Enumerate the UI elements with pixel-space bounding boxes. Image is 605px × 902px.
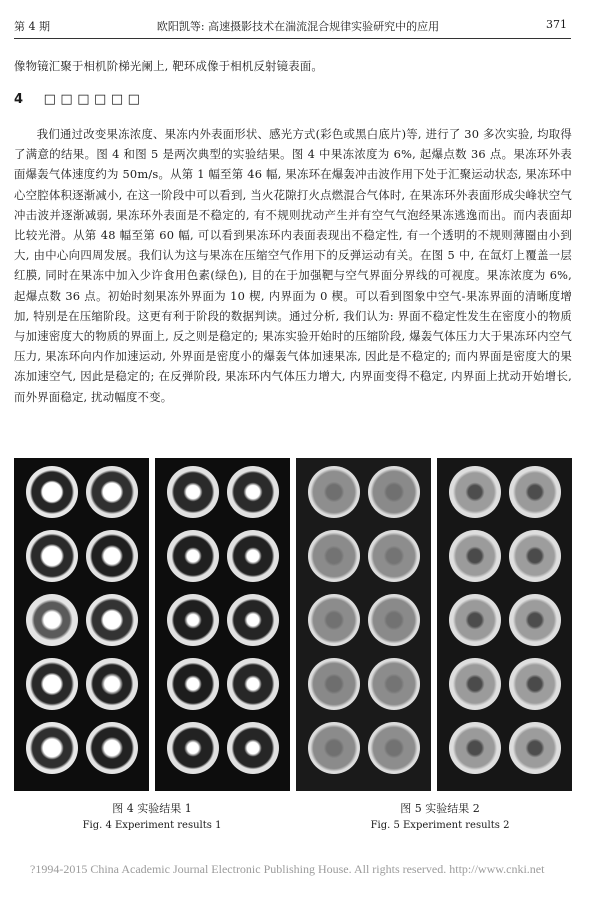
frame-image: [227, 530, 279, 582]
frame-image: [26, 722, 78, 774]
frame-image: [167, 658, 219, 710]
fig5-left-column: [296, 458, 431, 791]
frame-image: [26, 594, 78, 646]
frame-image: [86, 658, 138, 710]
intro-line: 像物镜汇聚于相机阶梯光阑上, 靶环成像于相机反射镜表面。: [14, 59, 323, 73]
page-number: 371: [545, 18, 567, 31]
section-number: 4: [14, 92, 24, 107]
frame-image: [449, 530, 501, 582]
fig4-left-column: [14, 458, 149, 791]
frame-image: [86, 594, 138, 646]
frame-image: [227, 722, 279, 774]
frame-image: [308, 722, 360, 774]
frame-image: [509, 722, 561, 774]
frame-image: [227, 466, 279, 518]
fig5-caption-cn: 图 5 实验结果 2: [400, 802, 480, 815]
frame-image: [26, 466, 78, 518]
frame-image: [368, 466, 420, 518]
fig5-right-column: [437, 458, 572, 791]
frame-image: [449, 594, 501, 646]
frame-image: [308, 530, 360, 582]
frame-image: [227, 594, 279, 646]
fig5-caption: [330, 800, 550, 831]
frame-image: [509, 594, 561, 646]
frame-image: [86, 722, 138, 774]
frame-image: [308, 466, 360, 518]
frame-image: [368, 658, 420, 710]
frame-image: [509, 658, 561, 710]
figure-area: [14, 458, 572, 791]
frame-image: [86, 466, 138, 518]
section-title-text: □ □ □ □ □ □: [43, 92, 140, 107]
frame-image: [227, 658, 279, 710]
fig5-caption-en: Fig. 5 Experiment results 2: [370, 820, 510, 831]
frame-image: [308, 658, 360, 710]
frame-image: [167, 594, 219, 646]
body-paragraph: 我们通过改变果冻浓度、果冻内外表面形状、感光方式(彩色或黑白底片)等, 进行了 30 多次实验, 均取得了满意的结果。图 4 和图 5 是两次典型的实验结果。图 4 中果冻浓度为 6%, 起爆点数 36 点。果冻环外表面爆轰气体速度约为 50m/s。从第 1 幅至第 46 幅, 果冻环在爆轰冲击波作用下处于汇聚运动状态, 果冻环中心空腔体积逐渐减小, 在这一阶段中可以看到, 当火花隙打火点燃混合气体时, 在果冻环外表面形成尖峰状空气冲击波并逐渐减弱, 果冻环外表面是不稳定的, 有不规则扰动产生并有空气气泡经果冻逃逸而出。而内表面却比较光滑。从第 48 幅至第 60 幅, 可以看到果冻环内表面表现出不稳定性, 有一个透明的不规则薄圈由小到大, 由中心向四周发展。我们认为这与果冻在压缩空气作用下的反弹运动有关。在图 5 中, 在氙灯上覆盖一层红膜, 同时在果冻中加入少许食用色素(绿色), 目的在于加强靶与空气界面分界线的可视度。果冻浓度为 6%, 起爆点数 36 点。初始时刻果冻外界面为 10 楔, 内界面为 0 楔。可以看到图象中空气-果冻界面的清晰度增加, 特别是在压缩阶段。这更有利于阶段的数据判读。通过分析, 我们认为: 界面不稳定性发生在密度小的物质与加速密度大的物质的界面上, 反之则是稳定的; 果冻实验开始时的压缩阶段, 爆轰气体压力大于果冻环内空气压力, 果冻环向内作加速运动, 外界面是密度小的爆轰气体加速果冻, 因此是不稳定的; 而内界面是密度大的果冻加速空气, 因此是稳定的; 在反弹阶段, 果冻环内气体压力增大, 内界面变得不稳定, 内界面上扰动开始增长, 而外界面稳定, 扰动幅度不变。: [14, 127, 572, 404]
copyright-footer: ?1994-2015 China Academic Journal Electronic Publishing House. All rights reserved. http://www.cnki.net: [30, 862, 545, 876]
frame-image: [509, 466, 561, 518]
frame-image: [449, 658, 501, 710]
frame-image: [509, 530, 561, 582]
frame-image: [368, 722, 420, 774]
frame-image: [167, 530, 219, 582]
frame-image: [167, 466, 219, 518]
frame-image: [449, 722, 501, 774]
frame-image: [86, 530, 138, 582]
frame-image: [308, 594, 360, 646]
fig4-caption-cn: 图 4 实验结果 1: [112, 802, 192, 815]
running-header: [14, 18, 567, 36]
fig4-caption-en: Fig. 4 Experiment results 1: [82, 820, 222, 831]
frame-image: [368, 530, 420, 582]
fig4-right-column: [155, 458, 290, 791]
running-title: 欧阳凯等: 高速摄影技术在湍流混合规律实验研究中的应用: [156, 20, 440, 33]
frame-image: [167, 722, 219, 774]
issue-number: 第 4 期: [14, 20, 50, 33]
frame-image: [449, 466, 501, 518]
fig4-caption: [42, 800, 262, 831]
frame-image: [26, 658, 78, 710]
section-heading: [14, 92, 156, 107]
frame-image: [368, 594, 420, 646]
frame-image: [26, 530, 78, 582]
header-rule: [14, 38, 571, 39]
